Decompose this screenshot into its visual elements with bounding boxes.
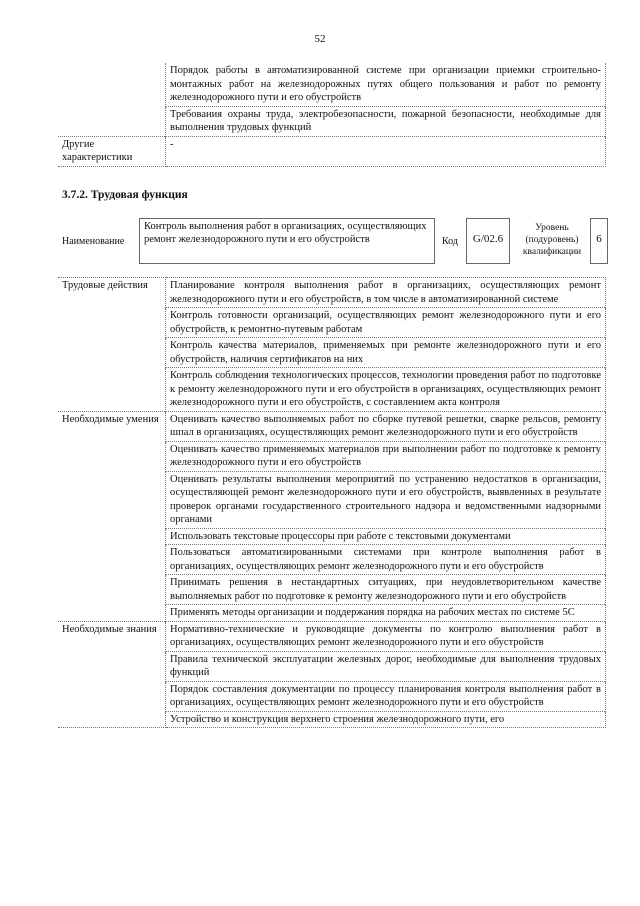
table-row — [58, 621, 606, 651]
table-row — [58, 711, 606, 728]
group-label — [58, 368, 166, 412]
group-label — [58, 681, 166, 711]
group-label — [58, 545, 166, 575]
group-item: Принимать решения в нестандартных ситуациях, при неудовлетворительном качестве выполняемых работ по подготовке к ремонту железнодорожного пути и его обустройств — [166, 575, 606, 605]
group-item: Оценивать качество выполняемых работ по сборке путевой решетки, сварке рельсов, ремонту шпал в организациях, осуществляющих ремонт железнодорожного пути и его обустройств — [166, 411, 606, 441]
group-item: Оценивать качество применяемых материалов при выполнении работ по подготовке к ремонту железнодорожного пути и его обустройств — [166, 441, 606, 471]
table-row — [58, 545, 606, 575]
group-label: Необходимые знания — [58, 621, 166, 651]
group-item: Контроль соблюдения технологических процессов, технологии проведения работ по подготовке к ремонту железнодорожного пути и его обустройств в организациях, осуществляющих ремонт железнодорожного пути и его обустройств, с составлением акта контроля — [166, 368, 606, 412]
row-text: Требования охраны труда, электробезопасности, пожарной безопасности, необходимые для выполнения трудовых функций — [166, 106, 606, 136]
group-item: Правила технической эксплуатации железных дорог, необходимые для выполнения трудовых функций — [166, 651, 606, 681]
group-label — [58, 711, 166, 728]
table-row — [58, 575, 606, 605]
qualification-level-box: 6 — [590, 218, 608, 264]
group-item: Применять методы организации и поддержания порядка на рабочих местах по системе 5С — [166, 605, 606, 622]
group-label — [58, 528, 166, 545]
group-label — [58, 308, 166, 338]
group-label — [58, 605, 166, 622]
table-row — [58, 368, 606, 412]
table-row — [58, 63, 606, 106]
table-row — [58, 136, 606, 166]
table-row — [58, 308, 606, 338]
group-item: Контроль качества материалов, применяемых при ремонте железнодорожного пути и его обустройств, наличия сертификатов на них — [166, 338, 606, 368]
table-row — [58, 106, 606, 136]
table-row — [58, 681, 606, 711]
group-item: Порядок составления документации по процессу планирования контроля выполнения работ в организациях, осуществляющих ремонт железнодорожного пути и его обустройств — [166, 681, 606, 711]
top-continuation-table — [58, 63, 606, 167]
group-item: Нормативно-технические и руководящие документы по контролю выполнения работ в организациях, осуществляющих ремонт железнодорожного пути и его обустройств — [166, 621, 606, 651]
row-label — [58, 106, 166, 136]
group-label: Необходимые умения — [58, 411, 166, 441]
group-item: Оценивать результаты выполнения мероприятий по устранению недостатков в организации, осуществляющей ремонт железнодорожного пути и его обустройств, выявленных в результате проверок органами государственного строительного надзора и ведомственными надзорными органами — [166, 471, 606, 528]
row-text: - — [166, 136, 606, 166]
name-label: Наименование — [62, 236, 125, 247]
table-row — [58, 528, 606, 545]
page-number: 52 — [314, 33, 326, 45]
row-label — [58, 63, 166, 106]
group-item: Устройство и конструкция верхнего строения железнодорожного пути, его — [166, 711, 606, 728]
group-item: Пользоваться автоматизированными системами при контроле выполнения работ в организациях, осуществляющих ремонт железнодорожного пути и его обустройств — [166, 545, 606, 575]
table-row — [58, 411, 606, 441]
qualification-level-label: Уровень (подуровень) квалификации — [522, 223, 582, 257]
group-label — [58, 471, 166, 528]
table-row — [58, 278, 606, 308]
code-label: Код — [442, 236, 458, 247]
function-name-box: Контроль выполнения работ в организациях, осуществляющих ремонт железнодорожного пути и его обустройств — [139, 218, 435, 264]
group-label — [58, 338, 166, 368]
group-label — [58, 651, 166, 681]
table-row — [58, 338, 606, 368]
section-title: 3.7.2. Трудовая функция — [62, 189, 188, 201]
table-row — [58, 651, 606, 681]
group-label — [58, 575, 166, 605]
labor-function-table — [58, 277, 606, 728]
group-item: Контроль готовности организаций, осуществляющих ремонт железнодорожного пути и его обустройств, к ремонтно-путевым работам — [166, 308, 606, 338]
group-label — [58, 441, 166, 471]
function-code-box: G/02.6 — [466, 218, 510, 264]
row-text: Порядок работы в автоматизированной системе при организации приемки строительно-монтажных работ на железнодорожных путях общего пользования и работ по ремонту железнодорожного пути и его обустройств — [166, 63, 606, 106]
row-label: Другие характеристики — [58, 136, 166, 166]
group-label: Трудовые действия — [58, 278, 166, 308]
table-row — [58, 605, 606, 622]
group-item: Использовать текстовые процессоры при работе с текстовыми документами — [166, 528, 606, 545]
group-item: Планирование контроля выполнения работ в организациях, осуществляющих ремонт железнодорожного пути и его обустройств, в том числе в автоматизированной системе — [166, 278, 606, 308]
table-row — [58, 471, 606, 528]
table-row — [58, 441, 606, 471]
